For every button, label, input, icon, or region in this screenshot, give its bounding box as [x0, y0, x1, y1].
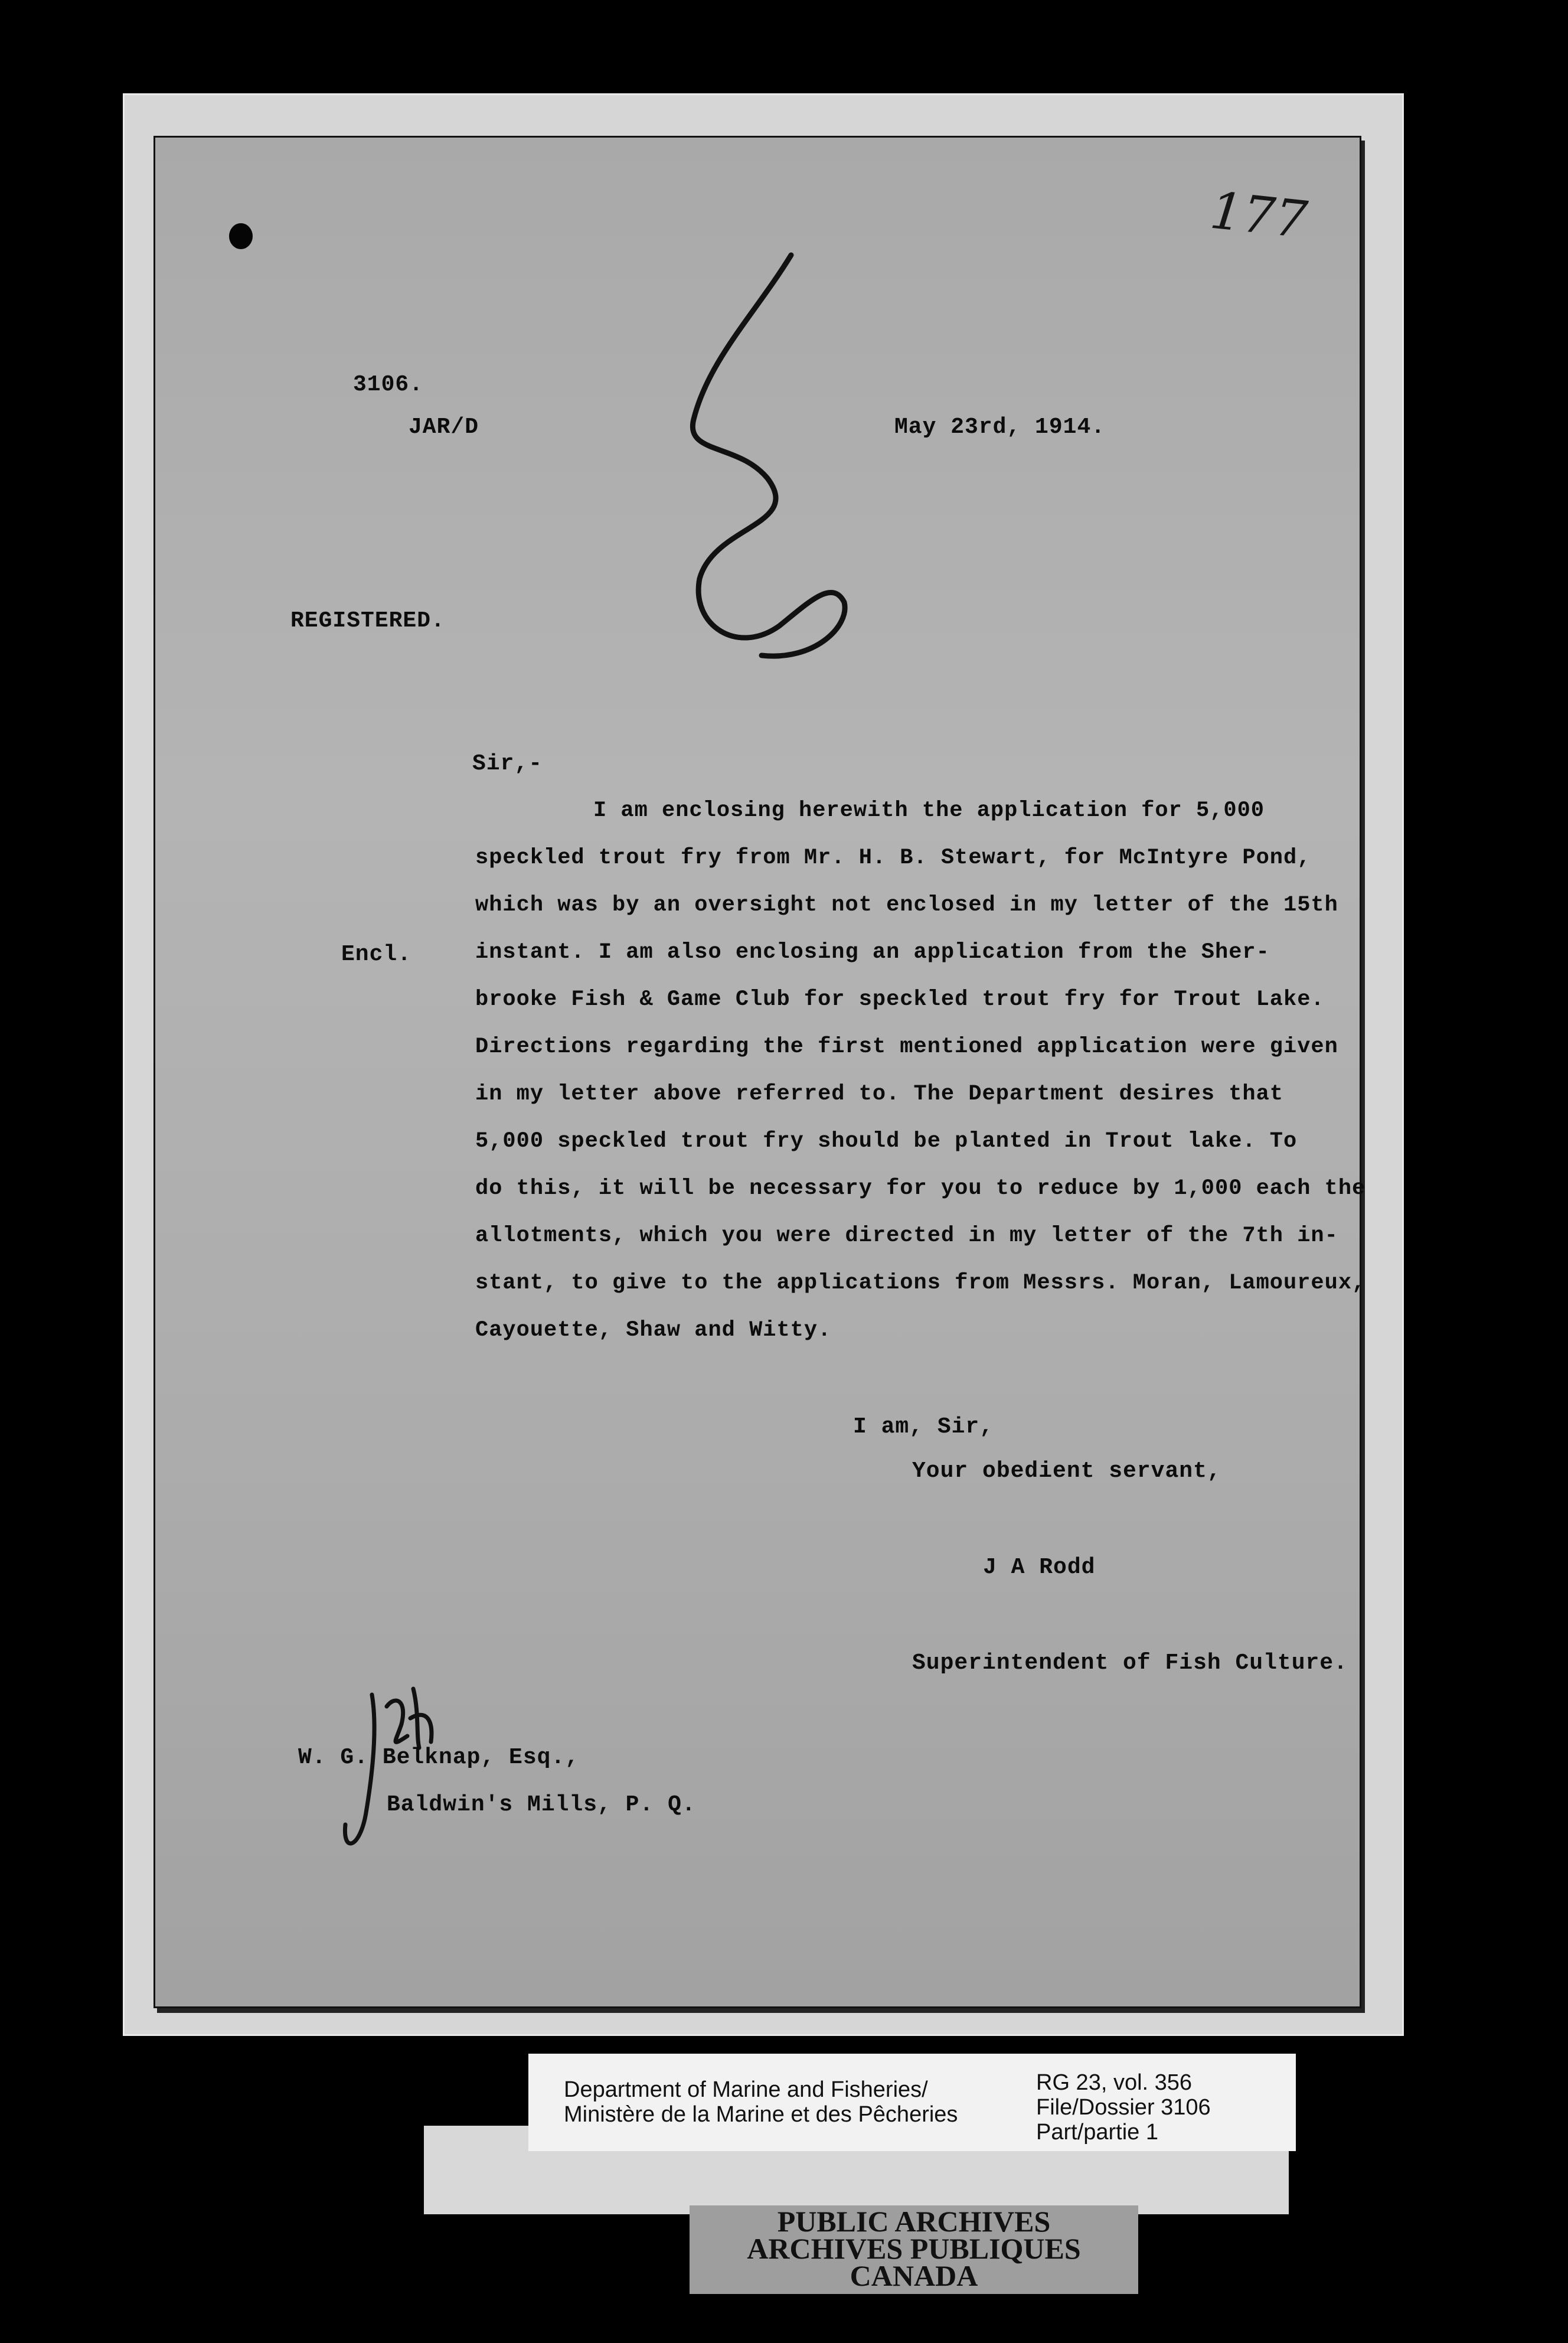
closing-line: I am, Sir,	[853, 1414, 994, 1440]
record-group: RG 23, vol. 356	[1036, 2070, 1193, 2095]
file-dossier: File/Dossier 3106	[1036, 2095, 1211, 2120]
department-name-fr: Ministère de la Marine et des Pêcheries	[564, 2102, 958, 2127]
reference-code: JAR/D	[409, 415, 479, 440]
addressee-place: Baldwin's Mills, P. Q.	[387, 1792, 696, 1817]
signature-name: J A Rodd	[983, 1555, 1096, 1580]
body-line: Directions regarding the first mentioned application were given	[475, 1035, 1338, 1059]
stamp-line: PUBLIC ARCHIVES	[777, 2205, 1051, 2238]
body-line: in my letter above referred to. The Department desires that	[475, 1082, 1284, 1107]
body-line: allotments, which you were directed in my letter of the 7th in-	[475, 1223, 1338, 1248]
handwritten-file-mark	[667, 248, 891, 673]
archive-reference-label	[528, 2054, 1296, 2151]
body-line: stant, to give to the applications from Messrs. Moran, Lamoureux,	[475, 1271, 1366, 1295]
salutation: Sir,-	[472, 751, 543, 776]
stamp-line: CANADA	[850, 2259, 978, 2292]
handwritten-initials	[331, 1677, 449, 1866]
body-line: do this, it will be necessary for you to reduce by 1,000 each the	[475, 1176, 1366, 1201]
department-name-en: Department of Marine and Fisheries/	[564, 2077, 928, 2102]
file-number: 3106.	[353, 372, 424, 397]
page-number: 177	[1207, 181, 1310, 250]
signature-title: Superintendent of Fish Culture.	[912, 1650, 1348, 1676]
enclosure-note: Encl.	[341, 942, 412, 967]
body-line: which was by an oversight not enclosed in my letter of the 15th	[475, 893, 1338, 918]
addressee-name: W. G. Belknap, Esq.,	[298, 1745, 580, 1770]
registered-mark: REGISTERED.	[290, 608, 445, 634]
body-line: brooke Fish & Game Club for speckled trout fry for Trout Lake.	[475, 987, 1325, 1012]
body-line: speckled trout fry from Mr. H. B. Stewart, for McIntyre Pond,	[475, 846, 1311, 870]
stamp-line: ARCHIVES PUBLIQUES	[747, 2232, 1081, 2265]
closing-line: Your obedient servant,	[912, 1458, 1221, 1484]
body-line: instant. I am also enclosing an application from the Sher-	[475, 940, 1270, 965]
punch-hole	[229, 223, 253, 249]
part-partie: Part/partie 1	[1036, 2120, 1158, 2145]
public-archives-stamp	[690, 2205, 1138, 2294]
body-line: I am enclosing herewith the application for 5,000	[593, 798, 1265, 823]
body-line: 5,000 speckled trout fry should be planted in Trout lake. To	[475, 1129, 1298, 1154]
letter-date: May 23rd, 1914.	[894, 415, 1106, 440]
body-line: Cayouette, Shaw and Witty.	[475, 1318, 832, 1343]
